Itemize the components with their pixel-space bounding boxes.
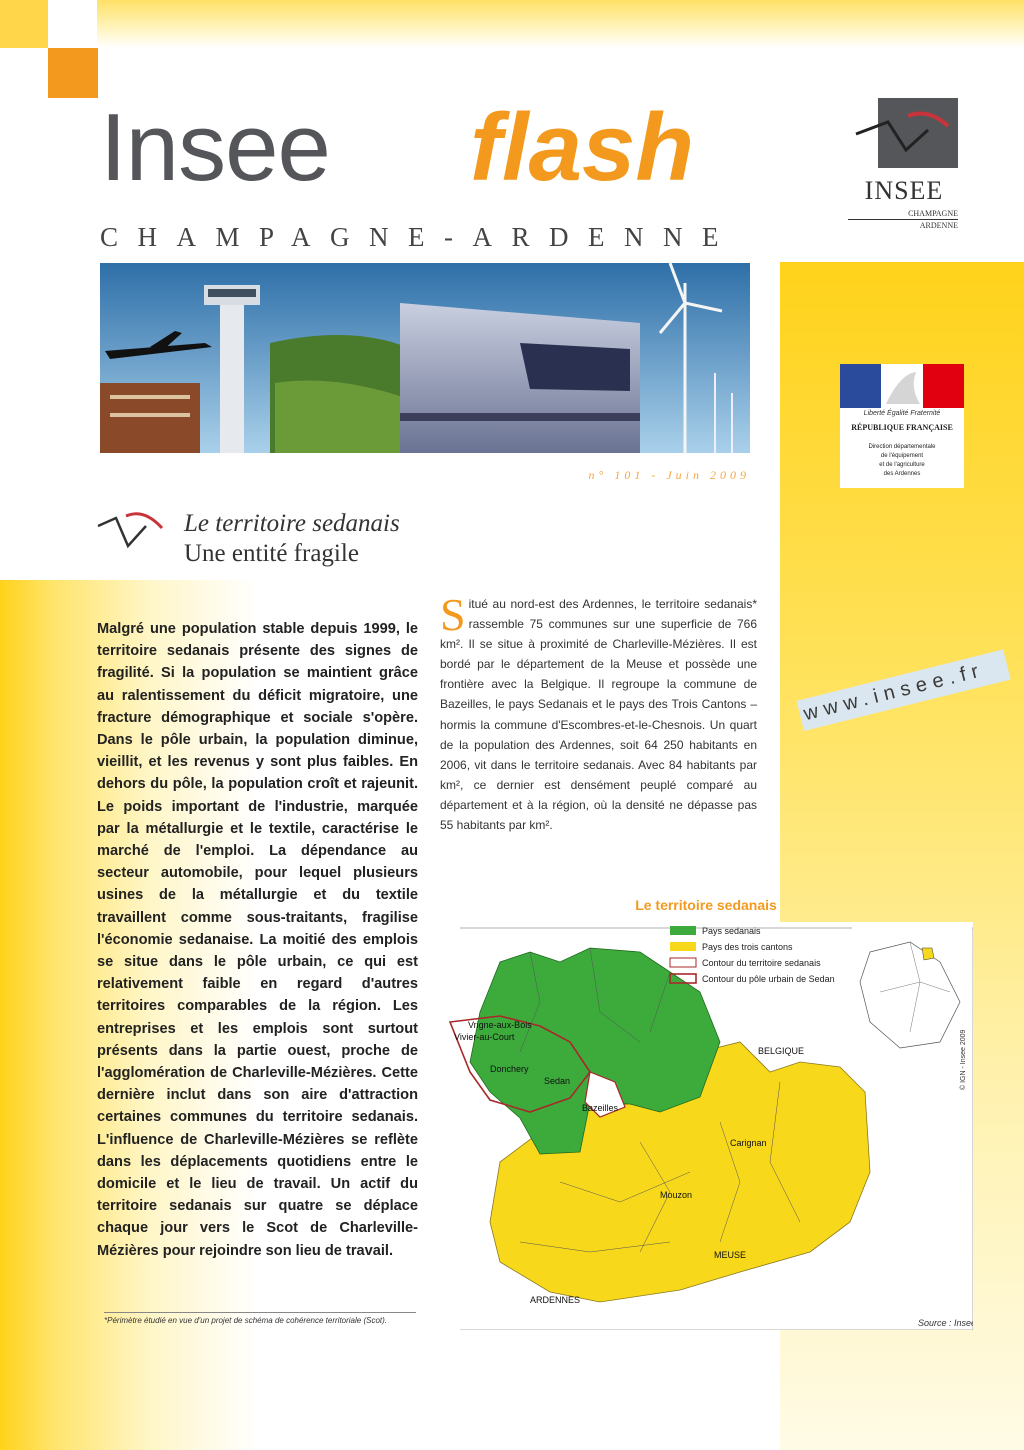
place-bazeilles: Bazeilles xyxy=(582,1103,619,1113)
map-copyright: © IGN - Insee 2009 xyxy=(960,1029,967,1090)
title-insee: Insee xyxy=(100,94,330,201)
website-link[interactable]: www.insee.fr xyxy=(797,649,1012,731)
place-vrigne: Vrigne-aux-Bois xyxy=(468,1020,532,1030)
legend-swatch-pays-sedanais xyxy=(670,926,696,935)
legend-label-0: Pays sedanais xyxy=(702,926,761,936)
headline-subtitle: Une entité fragile xyxy=(184,540,359,567)
direction-label: Direction départementale de l'équipement et de l'agriculture des Ardennes xyxy=(868,444,936,477)
footnote: *Périmètre étudié en vue d'un projet de schéma de cohérence territoriale (Scot). xyxy=(104,1312,416,1326)
republique-name: RÉPUBLIQUE FRANÇAISE xyxy=(851,423,953,432)
title-flash: flash xyxy=(470,94,695,201)
intro-text: itué au nord-est des Ardennes, le territoire sedanais* rassemble 75 communes sur une superficie de 766 km². Il se situe à proximité de Charleville-Mézières. Il est bordé par le département de la Meuse et possède une frontière avec la Belgique. Il regroupe la commune de Bazeilles, le pays Sedanais et le pays des Trois Cantons – hormis la commune d'Escombres-et-le-Chesnois. Un quart de la population des Ardennes, soit 64 250 habitants en 2006, vit dans le territoire sedanais. Avec 84 habitants par km², ce dernier est densément peuplé comparé au département et à la région, où la densité ne dépasse pas 55 habitants par km². xyxy=(440,597,757,833)
legend-label-2: Contour du territoire sedanais xyxy=(702,958,821,968)
yellow-square xyxy=(0,0,48,48)
logo-subtitle: CHAMPAGNE ARDENNE xyxy=(848,208,958,231)
place-donchery: Donchery xyxy=(490,1064,529,1074)
title-region: CHAMPAGNE-ARDENNE xyxy=(100,222,739,252)
place-meuse: MEUSE xyxy=(714,1250,747,1260)
territory-map xyxy=(440,922,973,1330)
lead-paragraph: Malgré une population stable depuis 1999, le territoire sedanais présente des signes de fragilité. Si la population se maintient grâce au ralentissement du déficit migratoire, une fracture démographique et sociale s'opère. Dans le pôle urbain, la population diminue, vieillit, et les revenus y sont plus faibles. En dehors du pôle, la population croît et rajeunit. Le poids important de l'industrie, marquée par la métallurgie et le textile, caractérise le marché de l'emploi. La dépendance au secteur automobile, pour lequel plusieurs usines de la métallurgie et du textile travaillent comme sous-traitants, fragilise l'économie sedanaise. La moitié des emplois se situe dans le pôle urbain, ce qui est relativement faible en regard d'autres territoires comparables de la région. Les entreprises et les emplois sont surtout présents dans la partie ouest, proche de l'agglomération de Charleville-Mézières. Cette dernière inclut dans son aire d'attraction certaines communes du territoire sedanais. L'influence de Charleville-Mézières se reflète dans les déplacements quotidiens entre le domicile et le lieu de travail. Un actif du territoire sedanais sur quatre se déplace chaque jour vers le Scot de Charleville-Mézières pour rejoindre son lieu de travail. xyxy=(97,621,418,1259)
place-vivier: Vivier-au-Court xyxy=(454,1032,515,1042)
insee-mark-icon xyxy=(96,506,166,558)
map-title: Le territoire sedanais xyxy=(635,897,777,913)
republique-motto: Liberté Égalité Fraternité xyxy=(863,410,941,417)
place-mouzon: Mouzon xyxy=(660,1190,693,1200)
issue-number: n° 101 - Juin 2009 xyxy=(588,468,750,482)
top-yellow-band xyxy=(97,0,1024,48)
map-source: Source : Insee xyxy=(918,1318,973,1328)
legend-label-1: Pays des trois cantons xyxy=(702,942,793,952)
header-photo-collage xyxy=(100,263,750,453)
place-ardennes: ARDENNES xyxy=(530,1295,581,1305)
drop-cap: S xyxy=(440,589,466,640)
legend-label-3: Contour du pôle urbain de Sedan xyxy=(702,974,835,984)
intro-paragraph xyxy=(440,589,757,835)
place-sedan: Sedan xyxy=(544,1076,571,1086)
legend-swatch-trois-cantons xyxy=(670,942,696,951)
place-carignan: Carignan xyxy=(730,1138,767,1148)
place-belgique: BELGIQUE xyxy=(758,1046,805,1056)
logo-name: INSEE xyxy=(864,176,944,205)
headline-title: Le territoire sedanais xyxy=(184,510,400,537)
inset-map xyxy=(852,926,972,1052)
orange-square xyxy=(48,48,98,98)
